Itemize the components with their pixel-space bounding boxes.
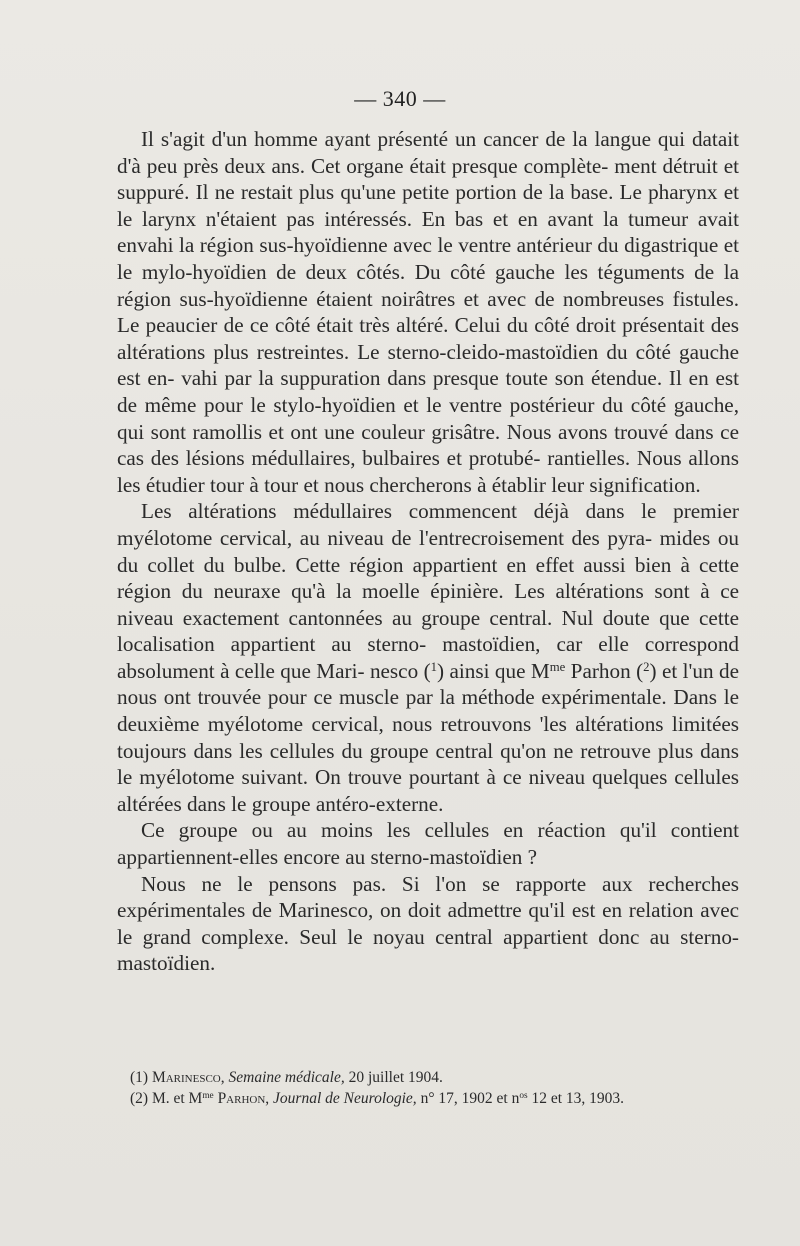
text-line: appartiennent-elles encore au sterno-mastoïdien ?: [117, 845, 538, 870]
text-line: Il s'agit d'un homme ayant présenté un cancer de la langue qui: [141, 127, 685, 151]
footnote-author: Parhon,: [213, 1090, 270, 1107]
text-line: mastoïdien, car elle correspond absolument à celle que Mari-: [117, 632, 740, 683]
text-fragment: ) ainsi que M: [437, 658, 550, 683]
text-line: ce muscle par la méthode expérimentale. Dans le deuxième: [117, 685, 739, 737]
text-line: myélotome cervical, nous retrouvons 'les altérations limitées: [207, 712, 740, 737]
footnote-rest: n° 17, 1902 et n: [416, 1090, 520, 1107]
text-line: bien à cette région du neuraxe qu'à la moelle épinière. Les: [117, 552, 740, 604]
text-line: à établir leur signification.: [477, 472, 701, 497]
text-line: central. Nul doute que cette localisation appartient au sterno-: [117, 605, 739, 657]
text-fragment: nesco (: [369, 658, 431, 683]
text-line: le ventre antérieur du digastrique et le mylo-hyoïdien de deux: [117, 233, 740, 284]
body-text: [117, 126, 739, 977]
text-line: la base. Le pharynx et le larynx n'étaient pas intéressés. En bas: [117, 180, 739, 231]
text-line: de même pour le stylo-hyoïdien et le ventre postérieur du côté: [117, 392, 667, 417]
footnotes: [130, 1067, 740, 1109]
text-fragment: Parhon (: [565, 658, 644, 683]
paragraph-2: [117, 498, 739, 817]
footnote-ref-1: 1: [430, 659, 437, 674]
text-fragment: ) et l'un de nous ont trouvée pour: [117, 658, 739, 710]
text-line: datait d'à peu près deux ans. Cet organe était presque complète-: [117, 127, 739, 178]
text-line: Ce groupe ou au moins les cellules en réaction qu'il contient: [141, 818, 739, 843]
number-superscript: os: [519, 1090, 528, 1101]
text-line: toujours dans les cellules du groupe central qu'on ne retrouve: [117, 738, 651, 763]
footnote-pre: M. et M: [148, 1090, 203, 1107]
paragraph-4: [117, 871, 739, 977]
text-line: ment détruit et suppuré. Il ne restait plus qu'une petite portion de: [117, 153, 740, 205]
footnote-rest: 12 et 13, 1903.: [527, 1090, 625, 1107]
text-line: altérations sont à ce niveau exactement cantonnées au groupe: [117, 579, 740, 630]
text-line: trouvé dans ce cas des lésions médullaires, bulbaires et protubé-: [117, 419, 739, 471]
text-line: Nous ne le pensons pas. Si l'on se rapporte aux recherches: [141, 871, 739, 896]
text-line: vahi par la suppuration dans presque toute son étendue. Il en est: [181, 366, 739, 391]
text-line: myélotome cervical, au niveau de l'entrecroisement des pyra-: [117, 525, 653, 550]
text-line: au sterno-mastoïdien.: [117, 924, 739, 976]
footnote-journal: Semaine médicale,: [228, 1069, 345, 1086]
text-line: avec le grand complexe. Seul le noyau central appartient donc: [117, 898, 740, 949]
title-superscript: me: [202, 1090, 214, 1101]
paragraph-1: [117, 126, 739, 498]
footnote-journal: Journal de Neurologie,: [273, 1090, 417, 1107]
page-number: — 340 —: [354, 86, 446, 111]
footnote-1: [130, 1067, 740, 1088]
text-line: quelques cellules altérées dans le groupe antéro-externe.: [117, 765, 739, 816]
footnote-2: [130, 1088, 740, 1109]
text-line: côté était très altéré. Celui du côté droit présentait des altérations: [117, 313, 739, 364]
text-line: étaient noirâtres et avec de nombreuses fistules. Le peaucier de ce: [117, 286, 739, 338]
title-superscript: me: [549, 659, 566, 674]
text-line: plus restreintes. Le sterno-cleido-mastoïdien du côté gauche est en-: [117, 339, 739, 391]
footnote-rest: 20 juillet 1904.: [344, 1069, 443, 1086]
paragraph-3: [117, 817, 739, 870]
text-line: côtés. Du côté gauche les téguments de la région sus-hyoïdienne: [117, 259, 739, 311]
text-line: expérimentales de Marinesco, on doit admettre qu'il est en relation: [117, 898, 694, 923]
footnote-ref-2: 2: [643, 659, 650, 674]
text-line: gauche, qui sont ramollis et ont une couleur grisâtre. Nous avons: [117, 392, 740, 444]
text-line: mides ou du collet du bulbe. Cette région appartient en effet aussi: [117, 525, 740, 577]
footnote-number: (2): [130, 1090, 149, 1107]
text-line: Les altérations médullaires commencent déjà dans le premier: [141, 499, 739, 524]
footnote-number: (1): [130, 1069, 149, 1086]
text-line: plus dans le myélotome suivant. On trouve pourtant à ce niveau: [117, 738, 740, 790]
footnote-author: Marinesco,: [151, 1069, 225, 1086]
text-line: rantielles. Nous allons les étudier tour à tour et nous chercherons: [117, 446, 739, 497]
text-line: et en avant la tumeur avait envahi la région sus-hyoïdienne avec: [117, 206, 740, 258]
